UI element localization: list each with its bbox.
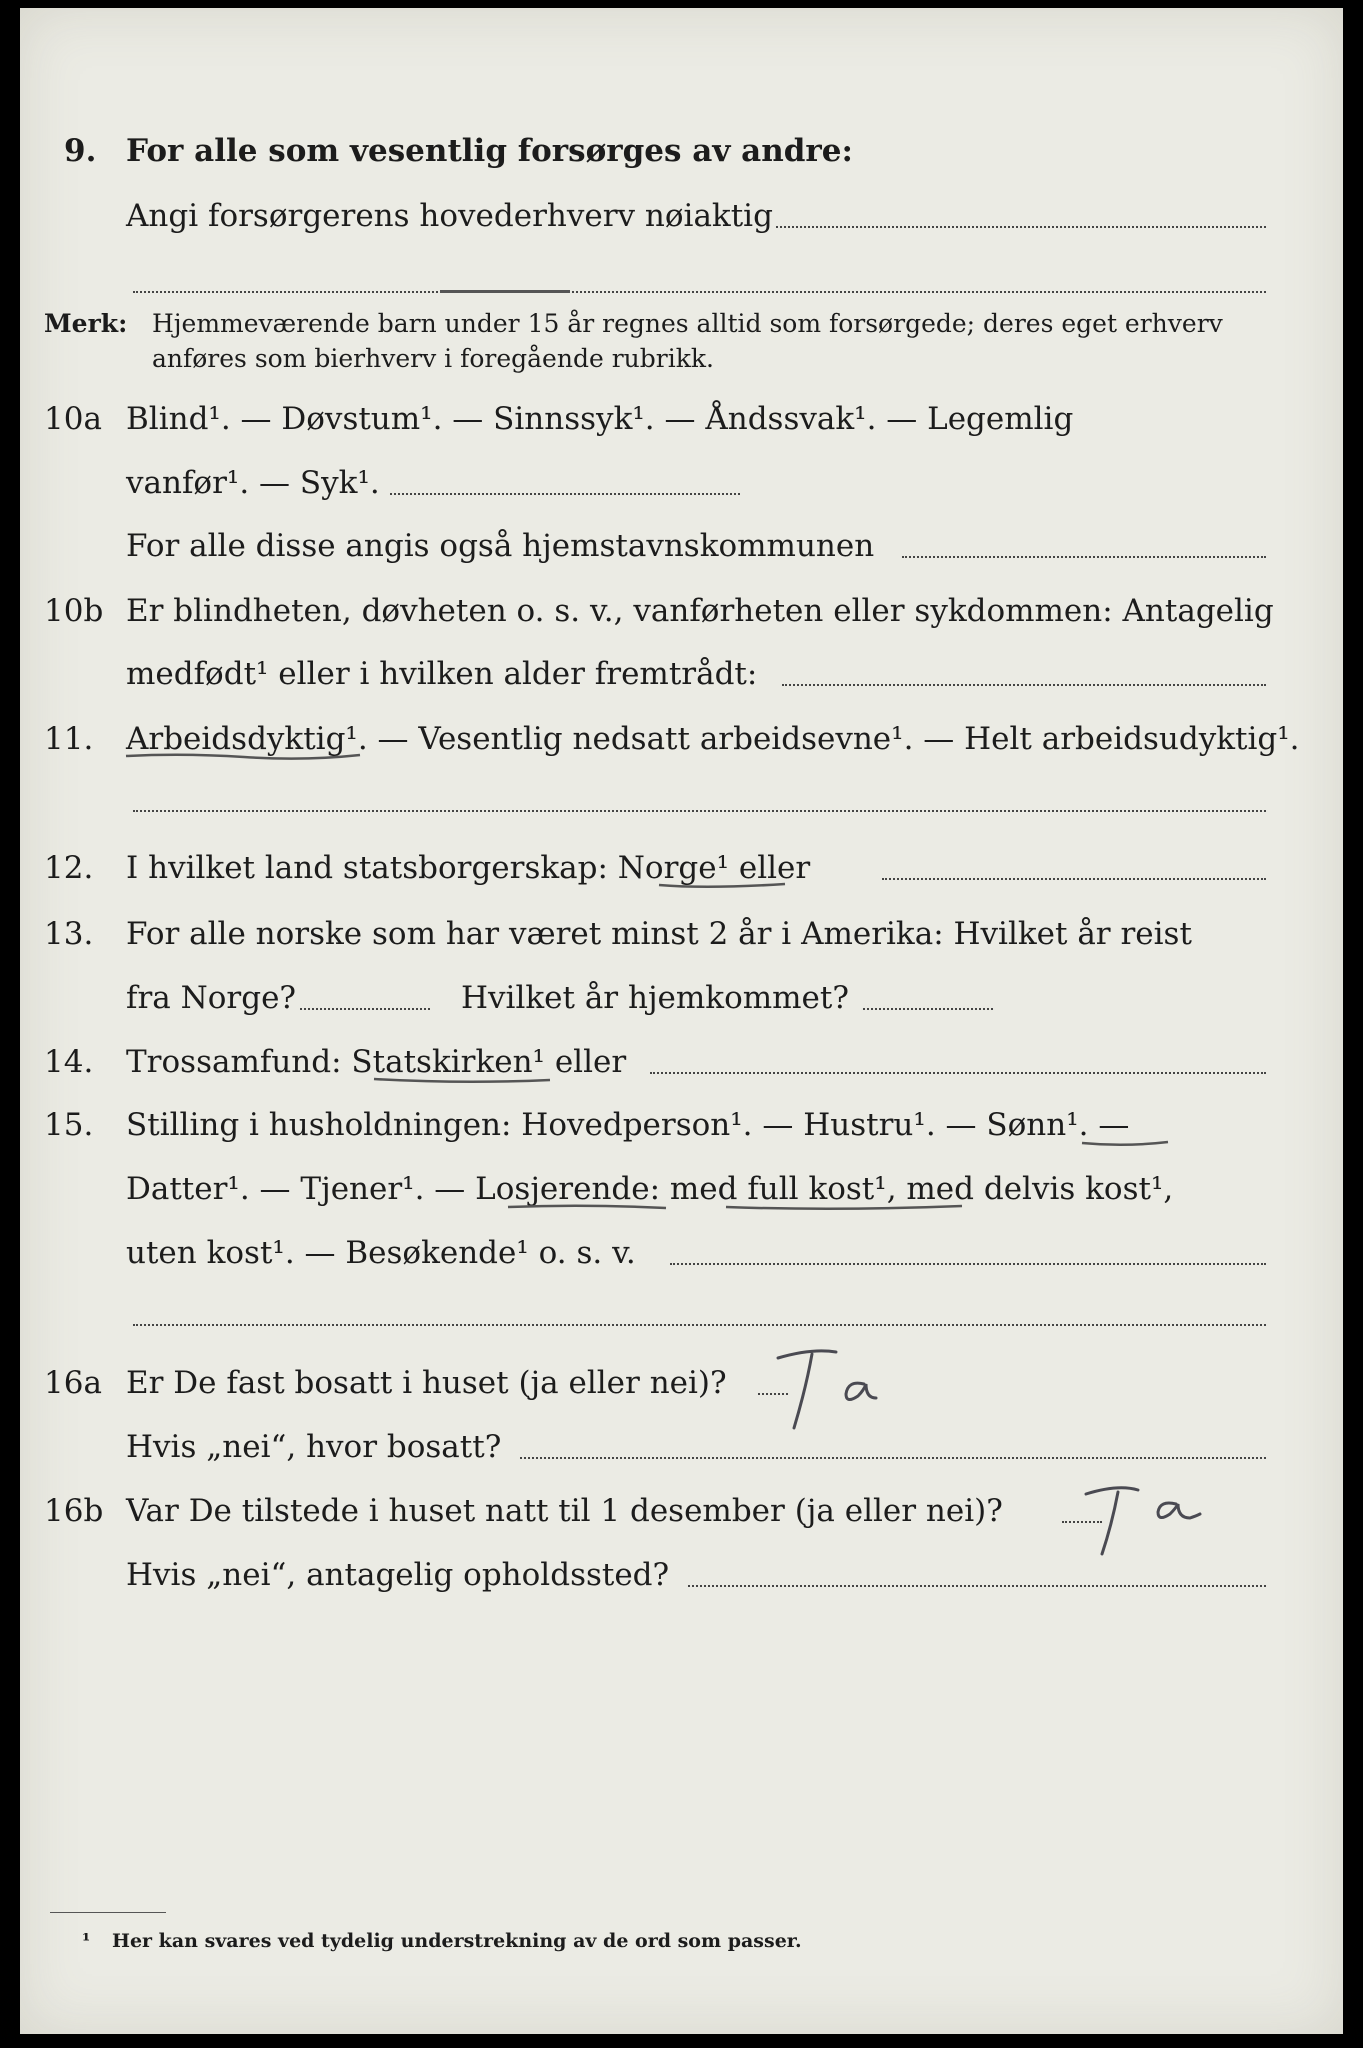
q15-answer-line[interactable] <box>670 1263 1266 1265</box>
q11-extra-line[interactable] <box>133 810 1266 812</box>
q14-line1: Trossamfund: Statskirken¹ eller <box>126 1044 627 1080</box>
q12-answer-line[interactable] <box>882 878 1266 880</box>
q15-number: 15. <box>44 1107 94 1143</box>
q9-rule-accent <box>440 290 570 293</box>
footnote-mark: ¹ <box>82 1930 91 1952</box>
q15-losjerende-underline-mark <box>506 1201 966 1215</box>
q9-number: 9. <box>64 133 97 169</box>
q12-line1: I hvilket land statsborgerskap: Norge¹ eller <box>126 850 811 886</box>
q10b-line2: medfødt¹ eller i hvilken alder fremtrådt: <box>126 656 758 692</box>
q15-line2: Datter¹. — Tjener¹. — Losjerende: med full kost¹, med delvis kost¹, <box>126 1171 1174 1207</box>
q9-extra-line[interactable] <box>133 291 1266 293</box>
q15-sonn-underline-mark <box>1080 1138 1170 1150</box>
q12-underline-mark <box>657 880 787 892</box>
q15-line1: Stilling i husholdningen: Hovedperson¹. — Hustru¹. — Sønn¹. — <box>126 1107 1130 1143</box>
q14-number: 14. <box>44 1044 94 1080</box>
q16b-line1: Var De tilstede i huset natt til 1 desember (ja eller nei)? <box>126 1493 1003 1529</box>
q16b-line2: Hvis „nei“, antagelig opholdssted? <box>126 1557 670 1593</box>
q13-line2a: fra Norge? <box>126 980 297 1016</box>
q13-hjemkommet-line[interactable] <box>863 1008 993 1010</box>
q10b-answer-line[interactable] <box>782 684 1266 686</box>
q10a-line3: For alle disse angis også hjemstavnskommunen <box>126 528 875 564</box>
q10b-number: 10b <box>44 593 104 629</box>
q13-line1: For alle norske som har været minst 2 år i Amerika: Hvilket år reist <box>126 916 1192 952</box>
q11-underline-mark <box>124 750 364 762</box>
q16a-line1: Er De fast bosatt i huset (ja eller nei)? <box>126 1365 727 1401</box>
q12-number: 12. <box>44 850 94 886</box>
footnote-text: Her kan svares ved tydelig understrekning av de ord som passer. <box>112 1930 802 1952</box>
q16b-number: 16b <box>44 1493 104 1529</box>
q13-number: 13. <box>44 916 94 952</box>
q10b-line1: Er blindheten, døvheten o. s. v., vanførheten eller sykdommen: Antagelig <box>126 593 1274 629</box>
q15-line3: uten kost¹. — Besøkende¹ o. s. v. <box>126 1235 636 1271</box>
footnote-separator <box>50 1912 166 1913</box>
q9-line2: Angi forsørgerens hovederhverv nøiaktig <box>126 198 773 234</box>
q16a-number: 16a <box>44 1365 102 1401</box>
q11-number: 11. <box>44 721 94 757</box>
q10a-answer-line[interactable] <box>390 493 740 495</box>
q13-reist-line[interactable] <box>300 1008 430 1010</box>
q15-extra-line[interactable] <box>133 1324 1266 1326</box>
q16b-handwritten-answer <box>1078 1480 1208 1560</box>
q16a-handwritten-answer <box>772 1344 902 1434</box>
q10a-line2: vanfør¹. — Syk¹. <box>126 465 380 501</box>
q11-line1: Arbeidsdyktig¹. — Vesentlig nedsatt arbeidsevne¹. — Helt arbeidsudyktig¹. <box>126 721 1300 757</box>
q14-answer-line[interactable] <box>650 1072 1266 1074</box>
q16a-residence-line[interactable] <box>520 1457 1266 1459</box>
merk-line2: anføres som bierhverv i foregående rubrikk. <box>152 344 714 373</box>
q16b-whereabouts-line[interactable] <box>688 1585 1266 1587</box>
census-form-page <box>20 8 1343 2034</box>
q9-answer-line[interactable] <box>776 226 1266 228</box>
q10a-line1: Blind¹. — Døvstum¹. — Sinnssyk¹. — Åndssvak¹. — Legemlig <box>126 401 1074 437</box>
q9-title: For alle som vesentlig forsørges av andre: <box>126 133 853 169</box>
merk-label: Merk: <box>44 309 128 338</box>
q13-line2b: Hvilket år hjemkommet? <box>461 980 849 1016</box>
q14-underline-mark <box>372 1075 552 1087</box>
merk-line1: Hjemmeværende barn under 15 år regnes alltid som forsørgede; deres eget erhverv <box>152 309 1223 338</box>
q16a-line2: Hvis „nei“, hvor bosatt? <box>126 1429 502 1465</box>
q10a-municipality-line[interactable] <box>902 556 1266 558</box>
q10a-number: 10a <box>44 401 102 437</box>
